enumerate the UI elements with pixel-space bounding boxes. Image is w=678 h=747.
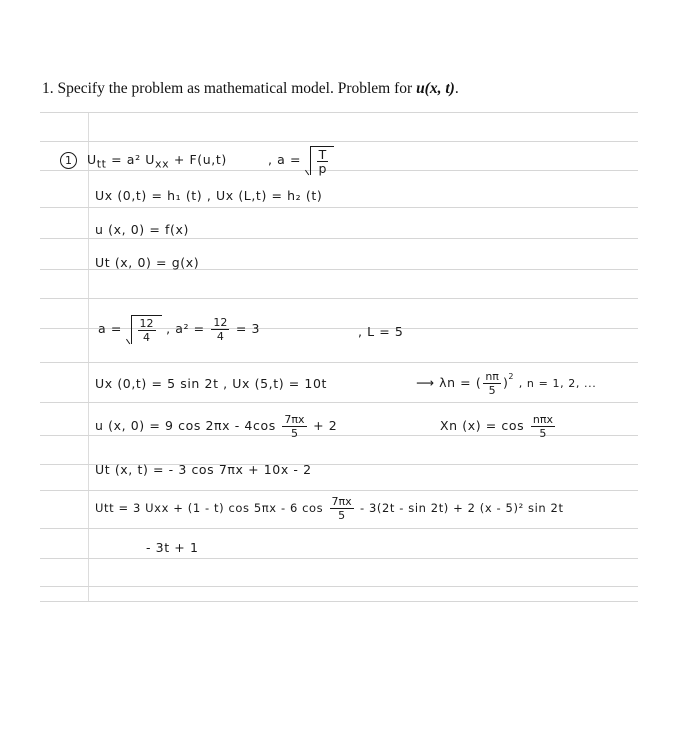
specific-initial-displacement (95, 413, 337, 440)
heading-suffix: . (454, 80, 459, 97)
a-squared-num: 12 (213, 316, 228, 329)
ruled-line (40, 601, 638, 602)
lambda-index: , n = 1, 2, ... (518, 377, 597, 390)
ruled-line (40, 112, 638, 113)
xn-lhs: Xn (x) = cos (440, 418, 525, 433)
pde-rhs: = a² U (111, 152, 155, 167)
specific-boundary-conditions: Ux (0,t) = 5 sin 2t , Ux (5,t) = 10t (95, 376, 328, 391)
notebook-paper (40, 112, 638, 602)
general-pde-line (60, 146, 334, 175)
eigenfunction-line (440, 413, 557, 440)
general-boundary-conditions: Ux (0,t) = h₁ (t) , Ux (L,t) = h₂ (t) (95, 188, 323, 203)
ruled-line (40, 558, 638, 559)
problem-heading (42, 80, 459, 98)
a-squared-value: = 3 (235, 321, 261, 336)
ruled-line (40, 528, 638, 529)
lambda-num: nπ (485, 370, 499, 383)
length-parameter: , L = 5 (358, 324, 404, 339)
pde-num: 7πx (331, 495, 352, 508)
general-initial-velocity: Ut (x, 0) = g(x) (95, 255, 200, 270)
a-squared-den: 4 (216, 330, 224, 343)
ruled-line (40, 362, 638, 363)
ruled-line (40, 141, 638, 142)
ic1-part-a: u (x, 0) = 9 cos 2πx - 4cos (95, 418, 276, 433)
general-initial-displacement: u (x, 0) = f(x) (95, 222, 189, 237)
a-squared-fraction (211, 316, 229, 343)
pde-part-b: - 3(2t - sin 2t) + 2 (x - 5)² sin 2t (359, 501, 564, 515)
heading-prefix: 1. Specify the problem as mathematical model. Problem for (42, 80, 417, 97)
lambda-exponent: 2 (508, 372, 515, 381)
wave-speed-radical (310, 146, 335, 175)
ruled-line (40, 298, 638, 299)
specific-initial-velocity: Ut (x, t) = - 3 cos 7πx + 10x - 2 (95, 462, 312, 477)
ic1-num: 7πx (284, 413, 305, 426)
pde-fraction (330, 495, 354, 522)
a-num: 12 (139, 317, 154, 330)
wave-speed-num: T (318, 147, 327, 162)
pde-lhs-sub: tt (96, 157, 107, 171)
ruled-line (40, 207, 638, 208)
ruled-line (40, 490, 638, 491)
ic1-fraction (282, 413, 306, 440)
pde-lhs: U (87, 152, 97, 167)
ruled-line (40, 238, 638, 239)
xn-den: 5 (539, 427, 547, 440)
ic1-den: 5 (290, 427, 298, 440)
pde-den: 5 (338, 509, 346, 522)
pde-rhs-sub: xx (155, 157, 170, 171)
problem-number-circle: 1 (60, 152, 77, 169)
lambda-den: 5 (488, 384, 496, 397)
a-den: 4 (143, 331, 150, 344)
a-squared-lhs: , a² = (166, 321, 205, 336)
eigenvalue-line: ⟶ λn = ( $\frac{n\pi}{5}$ )$^2$ , n = 1, 2, ... (416, 370, 597, 397)
ruled-line (40, 402, 638, 403)
a-lhs: a = (98, 321, 122, 336)
ruled-line (40, 586, 638, 587)
pde-forcing: + F(u,t) (173, 152, 227, 167)
heading-function: u(x, t) (416, 80, 455, 97)
wave-speed-den: p (318, 161, 327, 176)
specific-pde-line (95, 495, 564, 522)
ic1-part-b: + 2 (313, 418, 338, 433)
xn-num: nπx (532, 413, 553, 426)
xn-fraction (531, 413, 555, 440)
a-radical (131, 315, 162, 344)
lambda-lhs: ⟶ λn = (416, 375, 472, 390)
specific-pde-continuation: - 3t + 1 (146, 540, 199, 555)
parameters-line (98, 315, 260, 344)
lambda-fraction (483, 370, 501, 397)
pde-part-a: Utt = 3 Uxx + (1 - t) cos 5πx - 6 cos (95, 501, 324, 515)
wave-speed-label: , a = (267, 152, 302, 167)
